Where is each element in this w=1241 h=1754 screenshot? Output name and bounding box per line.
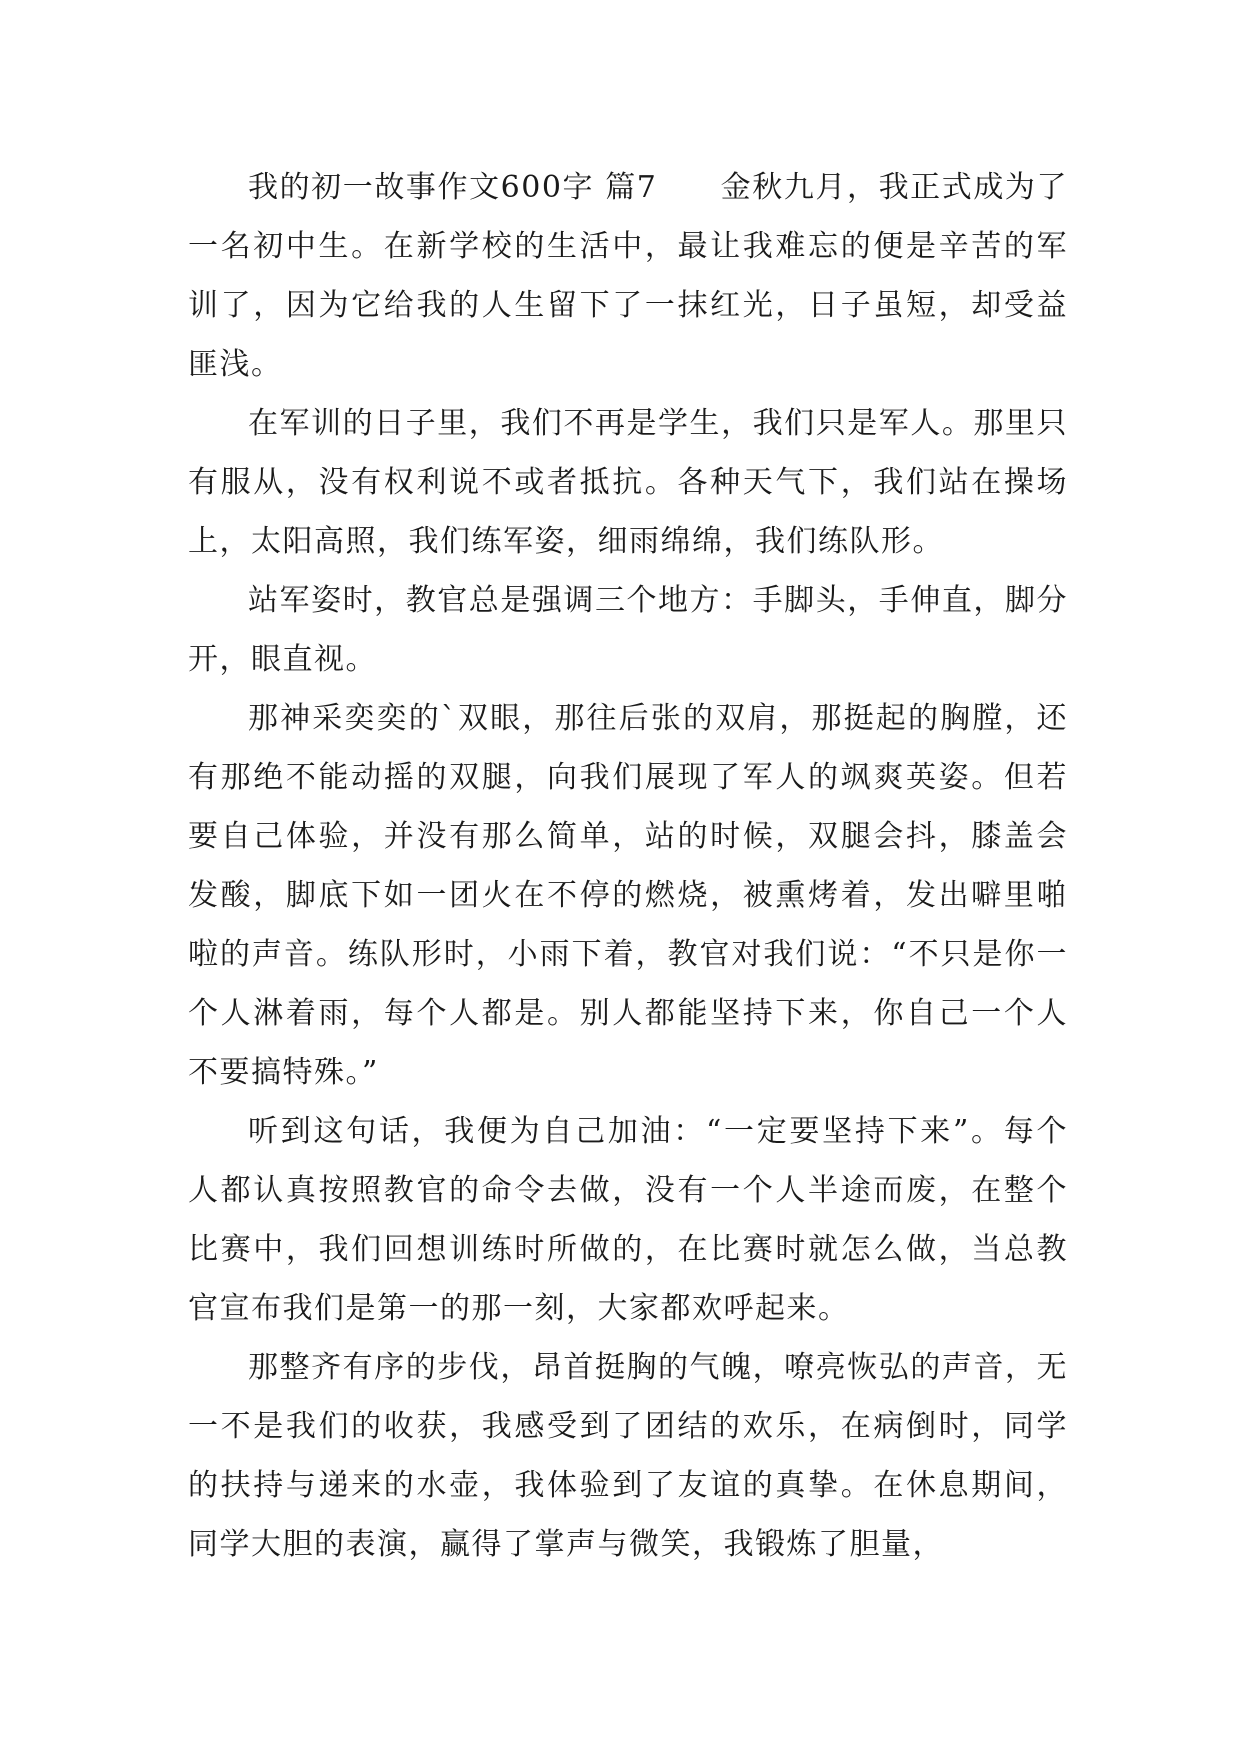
paragraph-6: 那整齐有序的步伐，昂首挺胸的气魄，嘹亮恢弘的声音，无一不是我们的收获，我感受到了团结的欢乐，在病倒时，同学的扶持与递来的水壶，我体验到了友谊的真挚。在休息期间，同学大胆的表演，赢得了掌声与微笑，我锻炼了胆量， (188, 1350, 1068, 1562)
paragraph-1: 我的初一故事作文600字 篇7 金秋九月，我正式成为了一名初中生。在新学校的生活中，最让我难忘的便是辛苦的军训了，因为它给我的人生留下了一抹红光，日子虽短，却受益匪浅。 (188, 170, 1068, 382)
paragraph-4: 那神采奕奕的`双眼，那往后张的双肩，那挺起的胸膛，还有那绝不能动摇的双腿，向我们展现了军人的飒爽英姿。但若要自己体验，并没有那么简单，站的时候，双腿会抖，膝盖会发酸，脚底下如一团火在不停的燃烧，被熏烤着，发出噼里啪啦的声音。练队形时，小雨下着，教官对我们说：“不只是你一个人淋着雨，每个人都是。别人都能坚持下来，你自己一个人不要搞特殊。” (188, 701, 1068, 1090)
article-body (188, 158, 1068, 1574)
paragraph-3: 站军姿时，教官总是强调三个地方：手脚头，手伸直，脚分开，眼直视。 (188, 583, 1068, 677)
paragraph-2: 在军训的日子里，我们不再是学生，我们只是军人。那里只有服从，没有权利说不或者抵抗。各种天气下，我们站在操场上，太阳高照，我们练军姿，细雨绵绵，我们练队形。 (188, 406, 1068, 559)
paragraph-5: 听到这句话，我便为自己加油：“一定要坚持下来”。每个人都认真按照教官的命令去做，没有一个人半途而废，在整个比赛中，我们回想训练时所做的，在比赛时就怎么做，当总教官宣布我们是第一的那一刻，大家都欢呼起来。 (188, 1114, 1068, 1326)
